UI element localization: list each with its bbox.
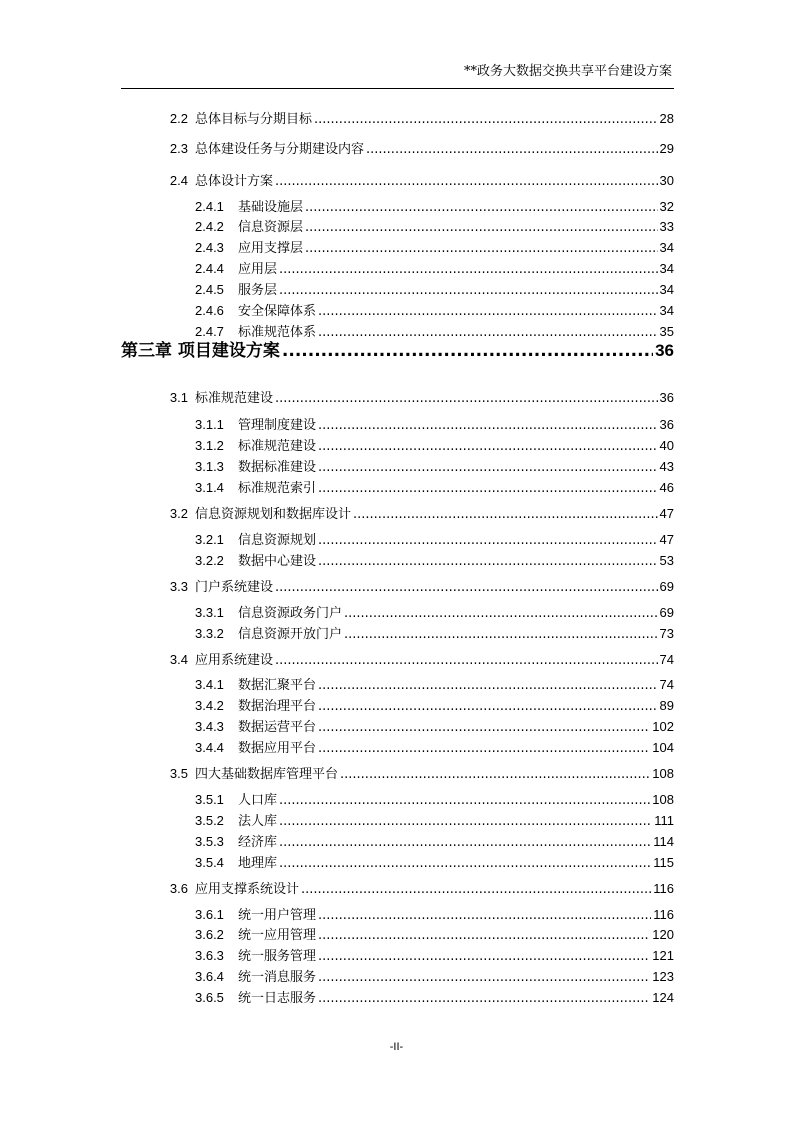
toc-entry[interactable] bbox=[195, 623, 674, 643]
toc-entry[interactable] bbox=[195, 966, 674, 986]
toc-entry-page: 121 bbox=[652, 948, 674, 963]
toc-entry-number: 3.2.1 bbox=[195, 532, 224, 547]
toc-entry[interactable] bbox=[195, 924, 674, 944]
dot-leader bbox=[279, 814, 652, 829]
toc-entry-page: 114 bbox=[653, 834, 674, 849]
toc-entry-title: 统一用户管理 bbox=[238, 908, 317, 923]
toc-entry-number: 3.6.1 bbox=[195, 907, 224, 922]
dot-leader bbox=[318, 439, 658, 454]
toc-entry-title: 标准规范建设 bbox=[238, 439, 317, 454]
toc-entry[interactable] bbox=[195, 987, 674, 1007]
toc-entry-number: 2.4.2 bbox=[195, 219, 224, 234]
dot-leader bbox=[318, 699, 658, 714]
toc-entry-page: 102 bbox=[652, 719, 674, 734]
toc-entry-number: 3.1.4 bbox=[195, 480, 224, 495]
toc-entry-title: 服务层 bbox=[238, 283, 278, 298]
toc-entry-page: 120 bbox=[652, 927, 674, 942]
toc-entry-number: 2.4.3 bbox=[195, 240, 224, 255]
toc-entry[interactable] bbox=[195, 904, 674, 924]
toc-entry-number: 3.5.4 bbox=[195, 855, 224, 870]
toc-entry[interactable] bbox=[195, 529, 674, 549]
toc-entry-title: 管理制度建设 bbox=[238, 418, 317, 433]
toc-entry-title: 应用系统建设 bbox=[195, 653, 274, 668]
toc-entry[interactable] bbox=[195, 737, 674, 757]
toc-entry-page: 40 bbox=[659, 438, 674, 453]
toc-entry[interactable] bbox=[195, 831, 674, 851]
toc-entry-number: 3.6.4 bbox=[195, 969, 224, 984]
toc-entry[interactable] bbox=[195, 414, 674, 434]
toc-entry-title: 总体目标与分期目标 bbox=[195, 112, 313, 127]
toc-entry-title: 数据应用平台 bbox=[238, 741, 317, 756]
toc-entry-page: 36 bbox=[659, 417, 674, 432]
dot-leader bbox=[318, 908, 651, 923]
toc-entry-number: 2.3 bbox=[169, 141, 188, 156]
toc-entry-title: 基础设施层 bbox=[238, 200, 304, 215]
toc-entry-number: 3.5.1 bbox=[195, 792, 224, 807]
dot-leader bbox=[340, 767, 650, 782]
toc-entry[interactable] bbox=[195, 300, 674, 320]
dot-leader bbox=[305, 200, 658, 215]
toc-entry[interactable] bbox=[195, 550, 674, 570]
dot-leader bbox=[279, 262, 658, 277]
toc-entry-number: 3.2.2 bbox=[195, 553, 224, 568]
toc-entry-number: 2.4.5 bbox=[195, 282, 224, 297]
dot-leader bbox=[318, 554, 658, 569]
dot-leader bbox=[318, 304, 658, 319]
dot-leader bbox=[279, 835, 651, 850]
toc-entry-number: 3.6.5 bbox=[195, 990, 224, 1005]
dot-leader bbox=[279, 793, 650, 808]
toc-entry[interactable] bbox=[158, 576, 674, 596]
toc-entry-title: 经济库 bbox=[238, 835, 278, 850]
toc-entry-title: 统一日志服务 bbox=[238, 991, 317, 1006]
toc-entry-number: 3.4 bbox=[169, 652, 188, 667]
toc-entry-title: 数据中心建设 bbox=[238, 554, 317, 569]
dot-leader bbox=[282, 341, 653, 361]
toc-entry[interactable] bbox=[195, 674, 674, 694]
dot-leader bbox=[275, 391, 658, 406]
header-rule bbox=[121, 88, 674, 89]
dot-leader bbox=[353, 507, 658, 522]
running-header: **政务大数据交换共享平台建设方案 bbox=[463, 64, 672, 79]
dot-leader bbox=[318, 949, 650, 964]
toc-entry-number: 3.3 bbox=[169, 579, 188, 594]
toc-entry-page: 29 bbox=[659, 141, 674, 156]
toc-entry-title: 信息资源层 bbox=[238, 220, 304, 235]
toc-entry[interactable] bbox=[195, 852, 674, 872]
dot-leader bbox=[318, 481, 658, 496]
toc-entry-title: 总体建设任务与分期建设内容 bbox=[195, 142, 365, 157]
dot-leader bbox=[301, 882, 651, 897]
toc-entry-page: 111 bbox=[654, 813, 674, 828]
page-number: -II- bbox=[389, 1041, 404, 1053]
dot-leader bbox=[279, 856, 651, 871]
toc-entry[interactable] bbox=[195, 435, 674, 455]
toc-entry-title: 应用层 bbox=[238, 262, 278, 277]
toc-entry-page: 34 bbox=[659, 303, 674, 318]
toc-entry-title: 统一服务管理 bbox=[238, 949, 317, 964]
dot-leader bbox=[366, 142, 658, 157]
toc-entry-title: 统一消息服务 bbox=[238, 970, 317, 985]
toc-entry-page: 74 bbox=[659, 652, 674, 667]
toc-entry[interactable] bbox=[195, 602, 674, 622]
dot-leader bbox=[318, 678, 658, 693]
dot-leader bbox=[279, 283, 658, 298]
toc-entry-title: 数据运营平台 bbox=[238, 720, 317, 735]
toc-entry-number: 2.4.7 bbox=[195, 324, 224, 339]
toc-entry-page: 89 bbox=[659, 698, 674, 713]
toc-entry-page: 36 bbox=[659, 390, 674, 405]
toc-entry-page: 34 bbox=[659, 240, 674, 255]
toc-entry-title: 数据标准建设 bbox=[238, 460, 317, 475]
toc-entry[interactable] bbox=[158, 878, 674, 898]
toc-entry-page: 108 bbox=[652, 792, 674, 807]
toc-entry-title: 门户系统建设 bbox=[195, 580, 274, 595]
dot-leader bbox=[344, 606, 658, 621]
toc-entry-page: 116 bbox=[653, 907, 674, 922]
toc-entry[interactable] bbox=[195, 216, 674, 236]
toc-entry-page: 115 bbox=[653, 855, 674, 870]
toc-entry-number: 2.2 bbox=[169, 111, 188, 126]
toc-entry-title: 信息资源政务门户 bbox=[238, 606, 343, 621]
toc-entry-title: 四大基础数据库管理平台 bbox=[195, 767, 339, 782]
toc-entry-page: 104 bbox=[652, 740, 674, 755]
toc-entry-number: 3.1 bbox=[169, 390, 188, 405]
toc-entry-title: 安全保障体系 bbox=[238, 304, 317, 319]
toc-entry-number: 3.2 bbox=[169, 506, 188, 521]
toc-entry[interactable] bbox=[195, 279, 674, 299]
toc-entry-title: 信息资源规划和数据库设计 bbox=[195, 507, 352, 522]
toc-entry-page: 124 bbox=[652, 990, 674, 1005]
toc-entry-page: 33 bbox=[659, 219, 674, 234]
toc-entry-page: 34 bbox=[659, 282, 674, 297]
toc-entry-number: 2.4.6 bbox=[195, 303, 224, 318]
dot-leader bbox=[305, 220, 658, 235]
toc-entry-number: 3.6.3 bbox=[195, 948, 224, 963]
toc-entry-page: 28 bbox=[659, 111, 674, 126]
toc-entry-number: 3.6 bbox=[169, 881, 188, 896]
toc-entry[interactable] bbox=[158, 170, 674, 190]
toc-entry-title: 统一应用管理 bbox=[238, 928, 317, 943]
toc-entry-title: 标准规范建设 bbox=[195, 391, 274, 406]
toc-entry-title: 总体设计方案 bbox=[195, 174, 274, 189]
toc-entry[interactable] bbox=[195, 196, 674, 216]
toc-entry-number: 3.5 bbox=[169, 766, 188, 781]
toc-entry-number: 2.4 bbox=[169, 173, 188, 188]
toc-entry-number: 3.3.1 bbox=[195, 605, 224, 620]
toc-entry[interactable] bbox=[158, 763, 674, 783]
toc-entry[interactable] bbox=[158, 503, 674, 523]
dot-leader bbox=[275, 580, 658, 595]
toc-entry-title: 数据汇聚平台 bbox=[238, 678, 317, 693]
toc-entry-number: 3.4.3 bbox=[195, 719, 224, 734]
toc-entry-page: 116 bbox=[653, 881, 674, 896]
dot-leader bbox=[318, 720, 650, 735]
toc-entry-title: 标准规范体系 bbox=[238, 325, 317, 340]
toc-entry[interactable] bbox=[195, 789, 674, 809]
dot-leader bbox=[275, 653, 658, 668]
toc-entry-page: 43 bbox=[659, 459, 674, 474]
toc-entry[interactable] bbox=[195, 477, 674, 497]
toc-entry[interactable] bbox=[195, 716, 674, 736]
toc-entry-page: 34 bbox=[659, 261, 674, 276]
dot-leader bbox=[305, 241, 658, 256]
dot-leader bbox=[318, 991, 650, 1006]
dot-leader bbox=[318, 741, 650, 756]
toc-entry[interactable] bbox=[195, 237, 674, 257]
toc-entry-title: 信息资源规划 bbox=[238, 533, 317, 548]
toc-entry[interactable] bbox=[195, 456, 674, 476]
toc-entry-page: 53 bbox=[659, 553, 674, 568]
toc-entry-number: 3.1.2 bbox=[195, 438, 224, 453]
toc-entry-page: 47 bbox=[659, 506, 674, 521]
toc-entry-number: 3.4.4 bbox=[195, 740, 224, 755]
toc-entry-page: 74 bbox=[659, 677, 674, 692]
toc-entry-title: 信息资源开放门户 bbox=[238, 627, 343, 642]
toc-entry-number: 3.4.2 bbox=[195, 698, 224, 713]
toc-entry-title: 地理库 bbox=[238, 856, 278, 871]
dot-leader bbox=[318, 533, 658, 548]
toc-entry-number: 3.1.1 bbox=[195, 417, 224, 432]
toc-entry-page: 123 bbox=[652, 969, 674, 984]
toc-entry[interactable] bbox=[158, 649, 674, 669]
dot-leader bbox=[318, 928, 650, 943]
dot-leader bbox=[275, 174, 658, 189]
toc-entry[interactable] bbox=[158, 138, 674, 158]
toc-entry[interactable] bbox=[158, 108, 674, 128]
toc-entry-title: 应用支撑系统设计 bbox=[195, 882, 300, 897]
dot-leader bbox=[318, 418, 658, 433]
dot-leader bbox=[314, 112, 658, 127]
toc-entry[interactable] bbox=[158, 387, 674, 407]
toc-entry-number: 3.5.3 bbox=[195, 834, 224, 849]
toc-entry-title: 标准规范索引 bbox=[238, 481, 317, 496]
toc-entry-page: 108 bbox=[652, 766, 674, 781]
toc-entry-number: 3.5.2 bbox=[195, 813, 224, 828]
toc-entry-title: 第三章 项目建设方案 bbox=[121, 341, 280, 361]
toc-entry-title: 法人库 bbox=[238, 814, 278, 829]
toc-entry-page: 46 bbox=[659, 480, 674, 495]
dot-leader bbox=[344, 627, 658, 642]
toc-entry-number: 2.4.4 bbox=[195, 261, 224, 276]
toc-entry-page: 35 bbox=[659, 324, 674, 339]
toc-entry-title: 人口库 bbox=[238, 793, 278, 808]
toc-entry[interactable] bbox=[195, 945, 674, 965]
toc-chapter-entry[interactable] bbox=[121, 336, 674, 362]
toc-entry-page: 69 bbox=[659, 605, 674, 620]
toc-entry[interactable] bbox=[195, 810, 674, 830]
toc-entry-number: 3.4.1 bbox=[195, 677, 224, 692]
toc-entry-page: 69 bbox=[659, 579, 674, 594]
toc-entry-title: 数据治理平台 bbox=[238, 699, 317, 714]
toc-entry-page: 32 bbox=[659, 199, 674, 214]
toc-entry-page: 30 bbox=[659, 173, 674, 188]
toc-entry-page: 36 bbox=[655, 341, 674, 360]
toc-entry[interactable] bbox=[195, 695, 674, 715]
toc-entry-number: 2.4.1 bbox=[195, 199, 224, 214]
dot-leader bbox=[318, 460, 658, 475]
toc-entry-number: 3.1.3 bbox=[195, 459, 224, 474]
toc-entry-number: 3.3.2 bbox=[195, 626, 224, 641]
toc-entry-title: 应用支撑层 bbox=[238, 241, 304, 256]
dot-leader bbox=[318, 970, 650, 985]
toc-entry-number: 3.6.2 bbox=[195, 927, 224, 942]
toc-entry-page: 73 bbox=[659, 626, 674, 641]
toc-entry-page: 47 bbox=[659, 532, 674, 547]
toc-entry[interactable] bbox=[195, 258, 674, 278]
